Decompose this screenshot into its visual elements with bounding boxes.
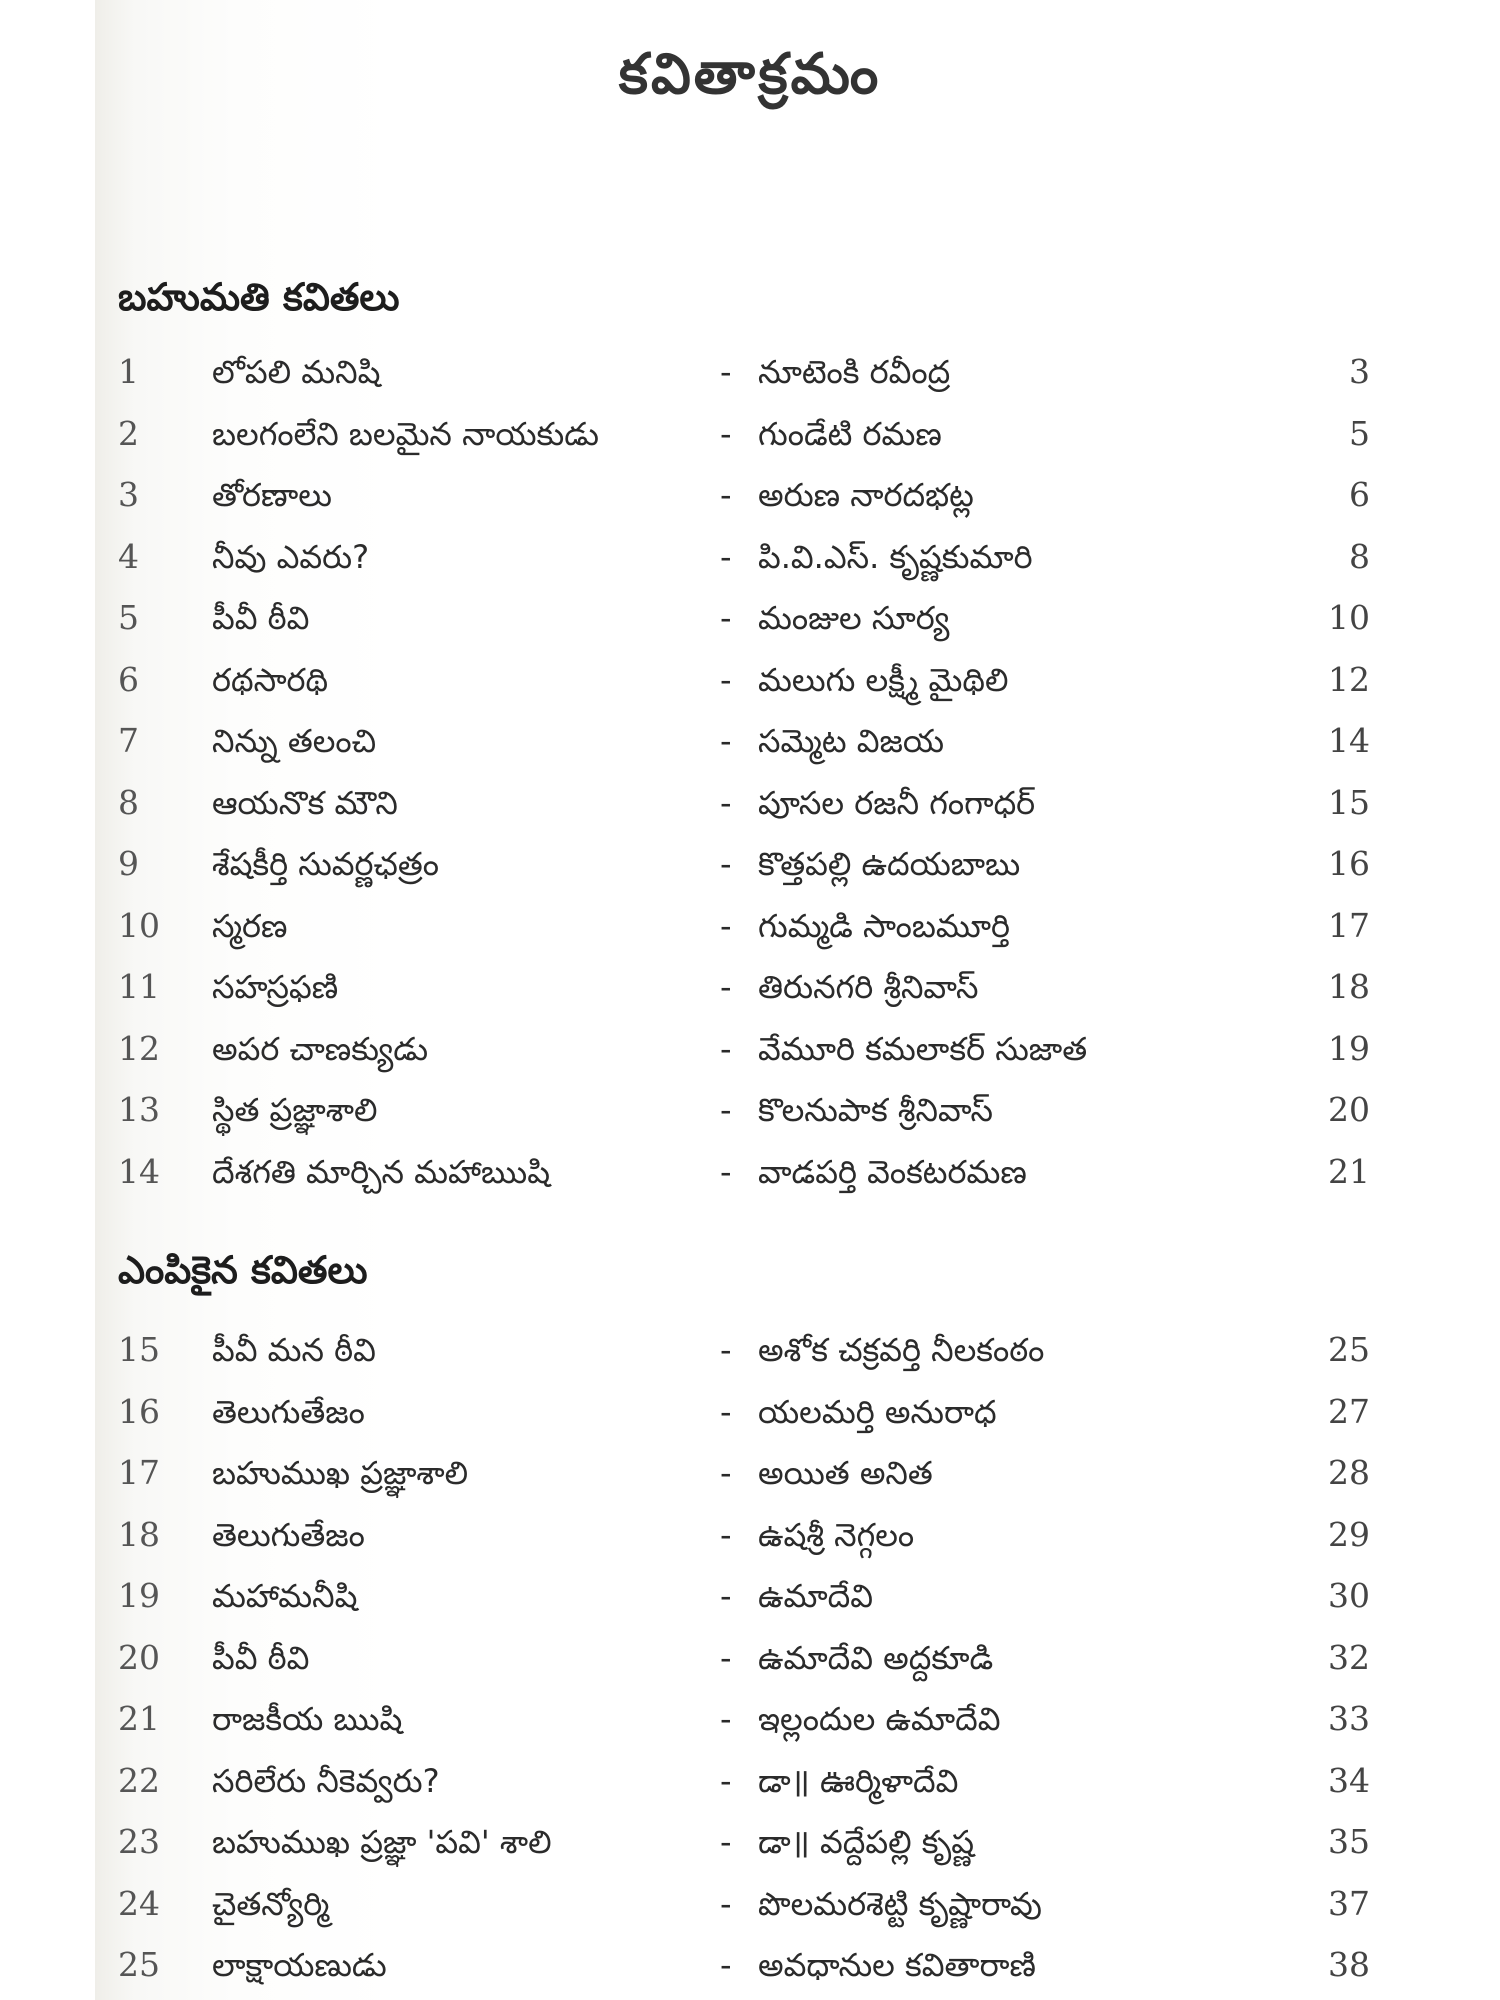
toc-entry (0, 1083, 1500, 1137)
toc-entry (0, 1754, 1500, 1808)
separator-dash: - (720, 1946, 732, 1984)
entry-number: 22 (118, 1760, 160, 1800)
poem-title: ఆయనొక మౌని (212, 783, 398, 822)
poem-title: సరిలేరు నీకెవ్వరు? (212, 1761, 440, 1800)
poem-title: నీవు ఎవరు? (212, 537, 370, 576)
author-name: ఉషశ్రీ నెగ్గలం (758, 1515, 915, 1554)
separator-dash: - (720, 1091, 732, 1129)
separator-dash: - (720, 1454, 732, 1492)
toc-entry (0, 837, 1500, 891)
author-name: వేమూరి కమలాకర్ సుజాత (758, 1029, 1088, 1068)
author-name: అరుణ నారదభట్ల (758, 476, 974, 514)
author-name: ఇల్లందుల ఉమాదేవి (758, 1700, 1001, 1738)
entry-number: 5 (118, 598, 139, 637)
poem-title: సహస్రఫణి (212, 968, 339, 1006)
toc-entry (0, 1815, 1500, 1869)
toc-entry (0, 1631, 1500, 1685)
toc-entry (0, 1022, 1500, 1076)
entry-number: 12 (118, 1028, 160, 1068)
author-name: అవధానుల కవితారాణి (758, 1946, 1036, 1984)
author-name: మంజుల సూర్య (758, 599, 950, 637)
separator-dash: - (720, 476, 732, 514)
separator-dash: - (720, 1761, 732, 1800)
toc-entry (0, 1569, 1500, 1623)
poem-title: నిన్ను తలంచి (212, 722, 377, 760)
author-name: గుమ్మడి సాంబమూర్తి (758, 906, 1011, 945)
poem-title: శేషకీర్తి సువర్ణఛత్రం (212, 845, 439, 883)
author-name: కొత్తపల్లి ఉదయబాబు (758, 845, 1021, 883)
author-name: డా॥ ఊర్మిళాదేవి (758, 1761, 959, 1800)
page-number: 6 (1349, 475, 1370, 514)
entry-number: 19 (118, 1576, 160, 1615)
entry-number: 10 (118, 905, 160, 945)
separator-dash: - (720, 1577, 732, 1615)
author-name: నూటెంకి రవీంద్ర (758, 353, 951, 391)
entry-number: 6 (118, 659, 139, 699)
entry-number: 7 (118, 721, 139, 760)
toc-entry (0, 591, 1500, 645)
author-name: మలుగు లక్ష్మీ మైథిలి (758, 660, 1009, 699)
separator-dash: - (720, 537, 732, 576)
author-name: తిరునగరి శ్రీనివాస్ (758, 968, 979, 1006)
entry-number: 17 (118, 1453, 160, 1492)
page-number: 27 (1328, 1391, 1370, 1431)
poem-title: లాక్షాయణుడు (212, 1946, 387, 1984)
author-name: సమ్మెట విజయ (758, 722, 945, 760)
separator-dash: - (720, 968, 732, 1006)
entry-number: 14 (118, 1151, 160, 1191)
page-number: 19 (1328, 1028, 1370, 1068)
page-number: 38 (1328, 1945, 1370, 1984)
separator-dash: - (720, 1515, 732, 1554)
toc-entry (0, 1508, 1500, 1562)
separator-dash: - (720, 353, 732, 391)
page-number: 12 (1328, 659, 1370, 699)
poem-title: మహామనీషి (212, 1577, 358, 1615)
toc-entry (0, 345, 1500, 399)
page-number: 14 (1328, 721, 1370, 760)
author-name: అశోక చక్రవర్తి నీలకంఠం (758, 1331, 1045, 1369)
entry-number: 9 (118, 844, 139, 883)
entry-number: 2 (118, 413, 139, 453)
author-name: అయిత అనిత (758, 1454, 933, 1492)
toc-entry (0, 1323, 1500, 1377)
page-number: 34 (1328, 1760, 1370, 1800)
poem-title: బహుముఖ ప్రజ్ఞా 'పవి' శాలి (212, 1823, 552, 1861)
toc-entry (0, 1385, 1500, 1439)
separator-dash: - (720, 1823, 732, 1861)
page-number: 35 (1328, 1822, 1370, 1861)
author-name: పూసల రజనీ గంగాధర్ (758, 783, 1036, 822)
page-number: 25 (1328, 1330, 1370, 1369)
entry-number: 8 (118, 782, 139, 822)
entry-number: 18 (118, 1514, 160, 1554)
page-number: 30 (1328, 1576, 1370, 1615)
author-name: ఉమాదేవి (758, 1577, 874, 1615)
entry-number: 25 (118, 1945, 160, 1984)
page-number: 21 (1328, 1151, 1370, 1191)
toc-entry (0, 714, 1500, 768)
page-number: 20 (1328, 1090, 1370, 1129)
poem-title: చైతన్యోర్మి (212, 1884, 330, 1923)
toc-entry (0, 1877, 1500, 1931)
poem-title: అపర చాణక్యుడు (212, 1029, 429, 1068)
separator-dash: - (720, 1152, 732, 1191)
separator-dash: - (720, 1331, 732, 1369)
separator-dash: - (720, 845, 732, 883)
author-name: కొలనుపాక శ్రీనివాస్ (758, 1091, 993, 1129)
page-number: 18 (1328, 967, 1370, 1006)
entry-number: 24 (118, 1883, 160, 1923)
author-name: డా॥ వద్దేపల్లి కృష్ణ (758, 1823, 975, 1861)
separator-dash: - (720, 414, 732, 453)
toc-entry (0, 960, 1500, 1014)
page-number: 29 (1328, 1514, 1370, 1554)
page-number: 8 (1349, 536, 1370, 576)
toc-entry (0, 1938, 1500, 1992)
separator-dash: - (720, 906, 732, 945)
page-number: 3 (1349, 352, 1370, 391)
separator-dash: - (720, 1392, 732, 1431)
entry-number: 21 (118, 1699, 160, 1738)
poem-title: తెలుగుతేజం (212, 1515, 365, 1554)
entry-number: 15 (118, 1330, 160, 1369)
author-name: పి.వి.ఎస్. కృష్ణకుమారి (758, 537, 1033, 576)
page-title: కవితాక్రమం (618, 41, 882, 107)
entry-number: 16 (118, 1391, 160, 1431)
toc-entry (0, 1692, 1500, 1746)
entry-number: 13 (118, 1090, 160, 1129)
toc-entry (0, 407, 1500, 461)
separator-dash: - (720, 1884, 732, 1923)
separator-dash: - (720, 1700, 732, 1738)
poem-title: రథసారథి (212, 660, 329, 699)
poem-title: స్మరణ (212, 906, 288, 945)
entry-number: 11 (118, 967, 160, 1006)
poem-title: దేశగతి మార్చిన మహాఋషి (212, 1152, 551, 1191)
author-name: ఉమాదేవి అద్దకూడి (758, 1638, 994, 1677)
entry-number: 3 (118, 475, 139, 514)
entry-number: 1 (118, 352, 139, 391)
page-number: 37 (1328, 1883, 1370, 1923)
toc-entry (0, 1145, 1500, 1199)
toc-entry (0, 899, 1500, 953)
page-number: 16 (1328, 844, 1370, 883)
toc-entry (0, 776, 1500, 830)
section-heading: ఎంపికైన కవితలు (118, 1248, 368, 1292)
poem-title: పీవీ ఠీవి (212, 1638, 310, 1677)
separator-dash: - (720, 660, 732, 699)
poem-title: తోరణాలు (212, 476, 333, 514)
separator-dash: - (720, 1638, 732, 1677)
separator-dash: - (720, 722, 732, 760)
page-number: 33 (1328, 1699, 1370, 1738)
poem-title: పీవీ ఠీవి (212, 599, 310, 637)
author-name: గుండేటి రమణ (758, 414, 942, 453)
page-number: 32 (1328, 1637, 1370, 1677)
toc-entry (0, 468, 1500, 522)
poem-title: పీవీ మన ఠీవి (212, 1331, 376, 1369)
section-heading: బహుమతి కవితలు (118, 275, 400, 319)
page-number: 5 (1349, 413, 1370, 453)
toc-entry (0, 1446, 1500, 1500)
page-number: 10 (1328, 598, 1370, 637)
page-number: 28 (1328, 1453, 1370, 1492)
entry-number: 4 (118, 536, 139, 576)
author-name: వాడపర్తి వెంకటరమణ (758, 1152, 1027, 1191)
toc-entry (0, 653, 1500, 707)
poem-title: లోపలి మనిషి (212, 353, 381, 391)
poem-title: బహుముఖ ప్రజ్ఞాశాలి (212, 1454, 469, 1492)
entry-number: 23 (118, 1822, 160, 1861)
separator-dash: - (720, 783, 732, 822)
entry-number: 20 (118, 1637, 160, 1677)
author-name: యలమర్తి అనురాధ (758, 1392, 997, 1431)
poem-title: స్థిత ప్రజ్ఞాశాలి (212, 1091, 378, 1129)
separator-dash: - (720, 1029, 732, 1068)
separator-dash: - (720, 599, 732, 637)
page-number: 17 (1328, 905, 1370, 945)
poem-title: బలగంలేని బలమైన నాయకుడు (212, 414, 600, 453)
poem-title: రాజకీయ ఋషి (212, 1700, 403, 1738)
author-name: పొలమరశెట్టి కృష్ణారావు (758, 1884, 1042, 1923)
poem-title: తెలుగుతేజం (212, 1392, 365, 1431)
page-number: 15 (1328, 782, 1370, 822)
toc-entry (0, 530, 1500, 584)
